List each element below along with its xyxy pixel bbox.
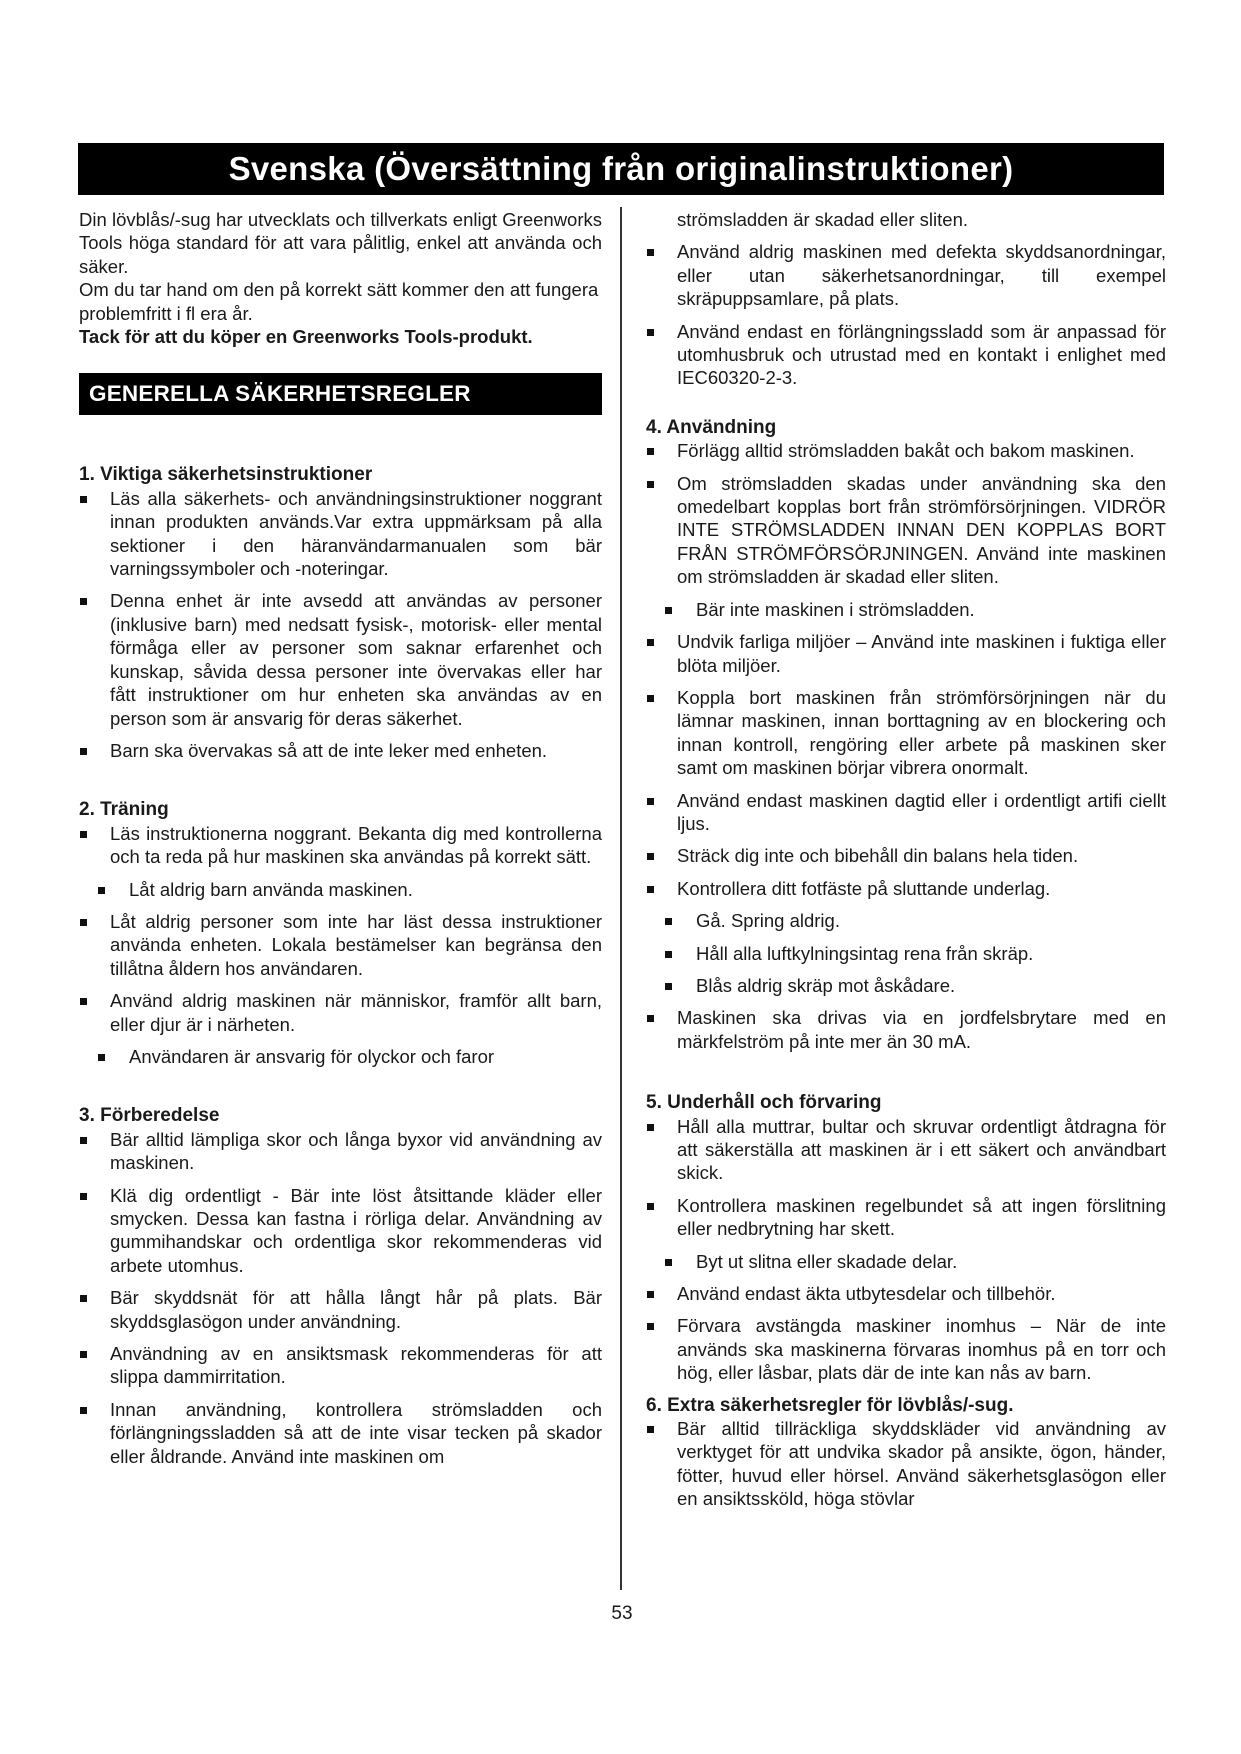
list-item: Barn ska övervakas så att de inte leker med enheten. bbox=[79, 739, 602, 762]
list-item: Bär inte maskinen i strömsladden. bbox=[646, 598, 1166, 621]
section-5-heading: 5. Underhåll och förvaring bbox=[646, 1092, 882, 1114]
section-3-heading: 3. Förberedelse bbox=[79, 1105, 220, 1127]
intro-paragraph-1: Din lövblås/-sug har utvecklats och tillverkats enligt Greenworks Tools höga standard för att vara pålitlig, enkel att använda och säker. bbox=[79, 209, 602, 277]
list-item: Kontrollera maskinen regelbundet så att ingen förslitning eller nedbrytning har skett. bbox=[646, 1194, 1166, 1241]
right-column bbox=[646, 208, 1166, 1520]
list-item: Byt ut slitna eller skadade delar. bbox=[646, 1250, 1166, 1273]
list-item: Blås aldrig skräp mot åskådare. bbox=[646, 974, 1166, 997]
list-item: Håll alla luftkylningsintag rena från skräp. bbox=[646, 942, 1166, 965]
section-1-list bbox=[79, 487, 602, 762]
section-2-heading: 2. Träning bbox=[79, 799, 169, 821]
list-item: Bär alltid tillräckliga skyddskläder vid användning av verktyget för att undvika skador på ansikte, ögon, händer, fötter, huvud eller hörsel. Använd säkerhetsglasögon eller en ansiktssköld, höga stövlar bbox=[646, 1417, 1166, 1511]
section-4-list bbox=[646, 439, 1166, 1053]
list-item: Undvik farliga miljöer – Använd inte maskinen i fuktiga eller blöta miljöer. bbox=[646, 630, 1166, 677]
page-title-banner: Svenska (Översättning från originalinstruktioner) bbox=[78, 143, 1164, 195]
intro-thanks: Tack för att du köper en Greenworks Tools-produkt. bbox=[79, 326, 533, 348]
list-item: Denna enhet är inte avsedd att användas av personer (inklusive barn) med nedsatt fysisk-, motorisk- eller mental förmåga eller av personer som saknar erfarenhet och kunskap, såvida dessa personer inte övervakas eller har fått instruktioner om hur enheten ska användas av en person som är ansvarig för deras säkerhet. bbox=[79, 589, 602, 729]
list-item: Läs alla säkerhets- och användningsinstruktioner noggrant innan produkten används.Var extra uppmärksam på alla sektioner i den häranvändarmanualen som bär varningssymboler och -noteringar. bbox=[79, 487, 602, 581]
section-6-list bbox=[646, 1417, 1166, 1511]
list-item: Låt aldrig personer som inte har läst dessa instruktioner använda enheten. Lokala bestämelser kan begränsa den tillåtna åldern hos användaren. bbox=[79, 910, 602, 980]
column-divider bbox=[620, 207, 622, 1590]
section-3-list bbox=[79, 1128, 602, 1468]
list-item: Användning av en ansiktsmask rekommenderas för att slippa dammirritation. bbox=[79, 1342, 602, 1389]
list-item: Använd endast en förlängningssladd som är anpassad för utomhusbruk och utrustad med en kontakt i enlighet med IEC60320-2-3. bbox=[646, 320, 1166, 390]
list-item: Sträck dig inte och bibehåll din balans hela tiden. bbox=[646, 844, 1166, 867]
left-column bbox=[79, 208, 602, 1477]
section-5-list bbox=[646, 1115, 1166, 1385]
list-item: Använd aldrig maskinen med defekta skyddsanordningar, eller utan säkerhetsanordningar, till exempel skräpuppsamlare, på plats. bbox=[646, 240, 1166, 310]
list-item: Klä dig ordentligt - Bär inte löst åtsittande kläder eller smycken. Dessa kan fastna i rörliga delar. Användning av gummihandskar och ordentliga skor rekommenderas vid arbete utomhus. bbox=[79, 1184, 602, 1278]
section-3-continued-list bbox=[646, 240, 1166, 389]
list-item: Bär alltid lämpliga skor och långa byxor vid användning av maskinen. bbox=[79, 1128, 602, 1175]
list-item: Använd aldrig maskinen när människor, framför allt barn, eller djur är i närheten. bbox=[79, 989, 602, 1036]
list-item: Läs instruktionerna noggrant. Bekanta dig med kontrollerna och ta reda på hur maskinen ska användas på korrekt sätt. bbox=[79, 822, 602, 869]
list-item: Låt aldrig barn använda maskinen. bbox=[79, 878, 602, 901]
list-item: Förvara avstängda maskiner inomhus – När de inte används ska maskinerna förvaras inomhus på en torr och hög, eller låsbar, plats där de inte kan nås av barn. bbox=[646, 1314, 1166, 1384]
general-safety-rules-banner: GENERELLA SÄKERHETSREGLER bbox=[79, 373, 602, 415]
intro-paragraph-2: Om du tar hand om den på korrekt sätt kommer den att fungera problemfritt i fl era år. bbox=[79, 279, 599, 324]
section-1-heading: 1. Viktiga säkerhetsinstruktioner bbox=[79, 464, 373, 486]
section-2-list bbox=[79, 822, 602, 1069]
list-item: Om strömsladden skadas under användning ska den omedelbart kopplas bort från strömförsörjningen. VIDRÖR INTE STRÖMSLADDEN INNAN DEN KOPPLAS BORT FRÅN STRÖMFÖRSÖRJNINGEN. Använd inte maskinen om strömsladden är skadad eller sliten. bbox=[646, 472, 1166, 589]
section-4-heading: 4. Användning bbox=[646, 416, 777, 438]
list-item: Koppla bort maskinen från strömförsörjningen när du lämnar maskinen, innan borttagning av en blockering och innan kontroll, rengöring eller arbete på maskinen sker samt om maskinen börjar vibrera onormalt. bbox=[646, 686, 1166, 780]
list-item: Gå. Spring aldrig. bbox=[646, 909, 1166, 932]
list-item: Förlägg alltid strömsladden bakåt och bakom maskinen. bbox=[646, 439, 1166, 462]
page-number: 53 bbox=[611, 1603, 633, 1624]
list-item: Håll alla muttrar, bultar och skruvar ordentligt åtdragna för att säkerställa att maskinen är i ett säkert och användbart skick. bbox=[646, 1115, 1166, 1185]
list-item: Kontrollera ditt fotfäste på sluttande underlag. bbox=[646, 877, 1166, 900]
list-item: Användaren är ansvarig för olyckor och faror bbox=[79, 1045, 602, 1068]
section-6-heading: 6. Extra säkerhetsregler för lövblås/-sug. bbox=[646, 1394, 1014, 1416]
continued-line: strömsladden är skadad eller sliten. bbox=[677, 209, 969, 230]
list-item: Maskinen ska drivas via en jordfelsbrytare med en märkfelström på inte mer än 30 mA. bbox=[646, 1006, 1166, 1053]
list-item: Använd endast maskinen dagtid eller i ordentligt artifi ciellt ljus. bbox=[646, 789, 1166, 836]
list-item: Bär skyddsnät för att hålla långt hår på plats. Bär skyddsglasögon under användning. bbox=[79, 1286, 602, 1333]
list-item: Innan användning, kontrollera strömsladden och förlängningssladden så att de inte visar tecken på skador eller åldrande. Använd inte maskinen om bbox=[79, 1398, 602, 1468]
list-item: Använd endast äkta utbytesdelar och tillbehör. bbox=[646, 1282, 1166, 1305]
